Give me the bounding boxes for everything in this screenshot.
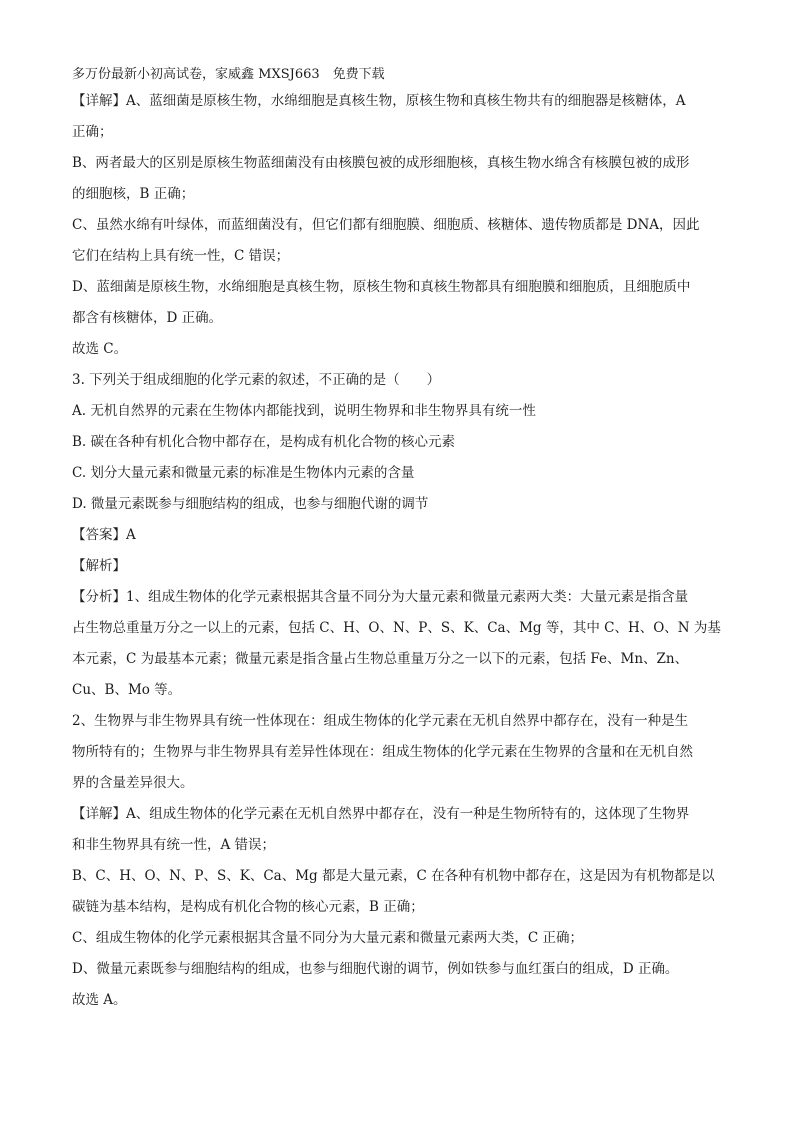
option-c: C. 划分大量元素和微量元素的标准是生物体内元素的含量 (72, 465, 415, 481)
detail-line: D、蓝细菌是原核生物，水绵细胞是真核生物，原核生物和真核生物都具有细胞膜和细胞质，且细胞质中 (72, 279, 691, 295)
detail-line: 和非生物界具有统一性，A 错误； (72, 837, 276, 853)
detail-line: 的细胞核，B 正确； (72, 186, 195, 202)
detail-section (72, 799, 722, 1016)
previous-question-detail (72, 86, 722, 365)
conclusion-line: 故选 A。 (72, 992, 127, 1008)
conclusion-line: 故选 C。 (72, 341, 128, 357)
detail-line: 【详解】A、蓝细菌是原核生物，水绵细胞是真核生物，原核生物和真核生物共有的细胞器是核糖体，A (72, 93, 686, 109)
detail-line: 碳链为基本结构，是构成有机化合物的核心元素，B 正确； (72, 899, 424, 915)
analysis-line: 界的含量差异很大。 (72, 775, 194, 791)
detail-line: D、微量元素既参与细胞结构的组成，也参与细胞代谢的调节，例如铁参与血红蛋白的组成，D 正确。 (72, 961, 679, 977)
analysis-section (72, 582, 722, 799)
detail-line: 它们在结构上具有统一性，C 错误； (72, 248, 290, 264)
question-stem: 3. 下列关于组成细胞的化学元素的叙述，不正确的是（ ） (72, 372, 441, 388)
analysis-line: 本元素，C 为最基本元素；微量元素是指含量占生物总重量万分之一以下的元素，包括 Fe、Mn、Zn、 (72, 651, 689, 667)
detail-line: C、组成生物体的化学元素根据其含量不同分为大量元素和微量元素两大类，C 正确； (72, 930, 583, 946)
option-b: B. 碳在各种有机化合物中都存在，是构成有机化合物的核心元素 (72, 434, 456, 450)
detail-line: B、两者最大的区别是原核生物蓝细菌没有由核膜包被的成形细胞核，真核生物水绵含有核膜包被的成形 (72, 155, 690, 171)
detail-line: 【详解】A、组成生物体的化学元素在无机自然界中都存在，没有一种是生物所特有的，这体现了生物界 (72, 806, 690, 822)
detail-line: B、C、H、O、N、P、S、K、Ca、Mg 都是大量元素，C 在各种有机物中都存在，这是因为有机物都是以 (72, 868, 715, 884)
analysis-line: 2、生物界与非生物界具有统一性体现在：组成生物体的化学元素在无机自然界中都存在，没有一种是生 (72, 713, 689, 729)
question-3 (72, 365, 722, 582)
page-header: 多万份最新小初高试卷，家威鑫 MXSJ663 免费下载 (72, 67, 385, 82)
option-a: A. 无机自然界的元素在生物体内都能找到，说明生物界和非生物界具有统一性 (72, 403, 536, 419)
detail-line: 正确； (72, 124, 113, 140)
answer-line: 【答案】A (72, 527, 136, 543)
option-d: D. 微量元素既参与细胞结构的组成，也参与细胞代谢的调节 (72, 496, 429, 512)
analysis-line: 物所特有的；生物界与非生物界具有差异性体现在：组成生物体的化学元素在生物界的含量和在无机自然 (72, 744, 693, 760)
detail-line: C、虽然水绵有叶绿体，而蓝细菌没有，但它们都有细胞膜、细胞质、核糖体、遗传物质都是 DNA，因此 (72, 217, 700, 233)
document-page (72, 64, 722, 1016)
analysis-title: 【解析】 (72, 558, 126, 574)
detail-line: 都含有核糖体，D 正确。 (72, 310, 223, 326)
analysis-line: 占生物总重量万分之一以上的元素，包括 C、H、O、N、P、S、K、Ca、Mg 等，其中 C、H、O、N 为基 (72, 620, 721, 636)
analysis-line: Cu、B、Mo 等。 (72, 682, 182, 698)
analysis-line: 【分析】1、组成生物体的化学元素根据其含量不同分为大量元素和微量元素两大类：大量元素是指含量 (72, 589, 689, 605)
